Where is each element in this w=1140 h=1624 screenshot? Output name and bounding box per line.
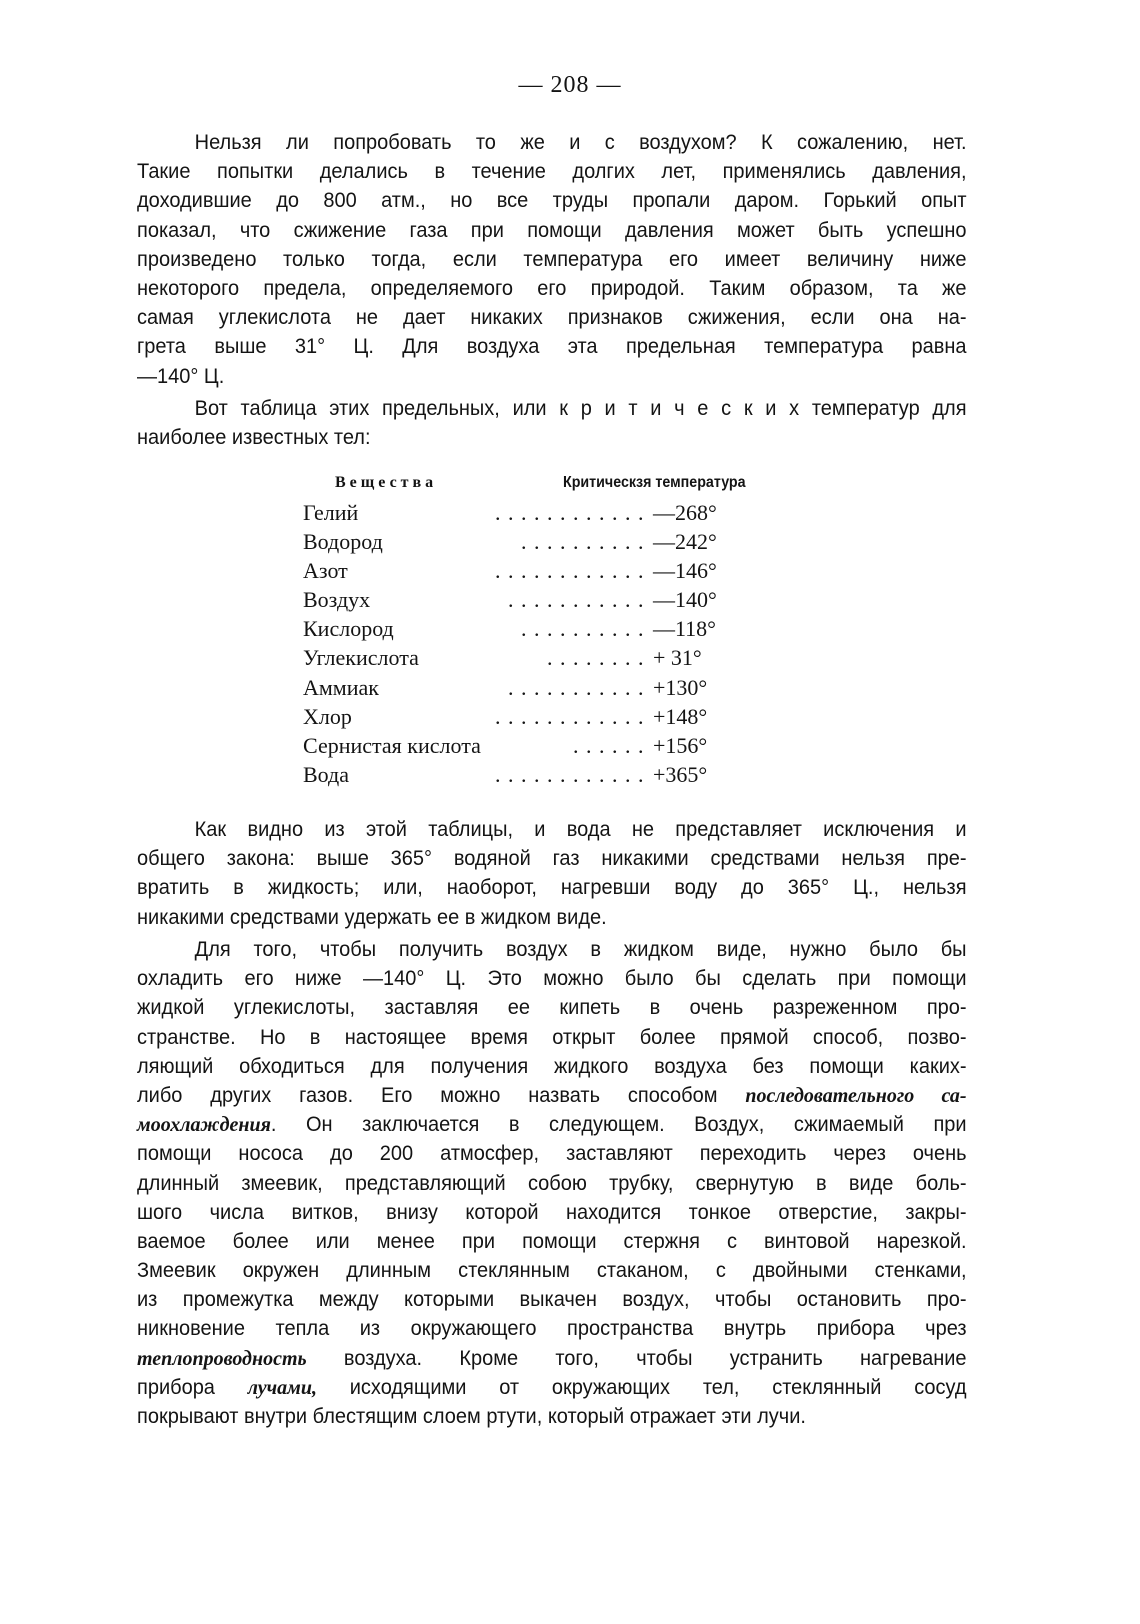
text-line: из промежутка между которыми выкачен воздух, чтобы остановить про-	[137, 1287, 967, 1312]
text-line	[137, 1110, 967, 1139]
text-line: никакими средствами удержать ее в жидком виде.	[137, 904, 607, 929]
critical-temperature: —242°	[653, 529, 717, 555]
paragraph-table-intro	[137, 394, 967, 452]
text-line: грета выше 31° Ц. Для воздуха эта предельная температура равна	[137, 334, 967, 359]
text-line	[137, 1373, 967, 1402]
leader-dots: ...........	[508, 587, 651, 613]
text-line: ваемое более или менее при помощи стержня с винтовой нарезкой.	[137, 1228, 967, 1253]
critical-temperature: +156°	[653, 732, 708, 758]
text-line: ляющий обходиться для получения жидкого воздуха без помощи каких-	[137, 1053, 967, 1078]
text-run: прибора	[137, 1374, 248, 1399]
text-line: Как видно из этой таблицы, и вода не представляет исключения и	[194, 817, 967, 841]
paragraph-water-exception	[137, 815, 967, 932]
critical-temperature: —268°	[653, 500, 717, 525]
table-row	[303, 731, 803, 760]
table-row	[303, 702, 803, 731]
text-line: Змеевик окружен длинным стеклянным стаканом, с двойными стенками,	[137, 1258, 967, 1283]
substance-name: Аммиак	[303, 674, 379, 700]
substance-name: Водород	[303, 529, 383, 555]
leader-dots: ............	[495, 558, 651, 584]
text-line: общего закона: выше 365° водяной газ никакими средствами нельзя пре-	[137, 846, 967, 871]
text-line: наиболее известных тел:	[137, 425, 371, 450]
critical-temperature: —140°	[653, 587, 717, 613]
italic-term: лучами,	[247, 1374, 317, 1399]
table-row	[303, 527, 803, 556]
text-line: Для того, чтобы получить воздух в жидком виде, нужно было бы	[194, 937, 967, 961]
leader-dots: ............	[495, 703, 651, 729]
critical-temperature: + 31°	[653, 645, 702, 671]
text-line: никновение тепла из окружающего пространства внутрь прибора чрез	[137, 1316, 967, 1341]
text-line: показал, что сжижение газа при помощи давления может быть успешно	[137, 217, 967, 242]
text-line: доходившие до 800 атм., но все труды пропали даром. Горький опыт	[137, 188, 967, 213]
text-line: шого числа витков, внизу которой находится тонкое отверстие, закры-	[137, 1199, 967, 1224]
leader-dots: ............	[495, 761, 651, 787]
critical-temperature: —146°	[653, 558, 717, 584]
critical-temperature-table	[303, 468, 803, 789]
substance-name: Вода	[303, 761, 349, 787]
text-line: покрывают внутри блестящим слоем ртути, который отражает эти лучи.	[137, 1404, 806, 1428]
column-header-substance: Вещества	[335, 474, 438, 491]
substance-name: Гелий	[303, 500, 359, 525]
table-header	[303, 468, 803, 498]
italic-term: моохлаждения	[137, 1112, 271, 1137]
text-line: помощи нососа до 200 атмосфер, заставляют переходить через очень	[137, 1141, 967, 1166]
substance-name: Хлор	[303, 703, 352, 729]
italic-term: теплопроводность	[137, 1345, 307, 1370]
table-row	[303, 556, 803, 585]
critical-temperature: +130°	[653, 674, 708, 700]
text-line: охладить его ниже —140° Ц. Это можно было бы сделать при помощи	[137, 966, 967, 991]
leader-dots: ..........	[521, 616, 651, 642]
critical-temperature: —118°	[653, 616, 716, 642]
substance-name: Сернистая кислота	[303, 732, 481, 758]
text-run: исходящими от окружающих тел, стеклянный сосуд	[316, 1374, 967, 1399]
critical-temperature: +365°	[653, 761, 708, 787]
leader-dots: ......	[573, 732, 651, 758]
text-line: Такие попытки делались в течение долгих лет, применялись давления,	[137, 159, 967, 184]
page-number: — 208 —	[518, 72, 622, 98]
text-line: —140° Ц.	[137, 363, 225, 388]
text-line	[137, 1344, 967, 1373]
text-line: произведено только тогда, если температура его имеет величину ниже	[137, 246, 967, 271]
text-line: Нельзя ли попробовать то же и с воздухом? К сожалению, нет.	[194, 130, 967, 154]
text-line: вратить в жидкость; или, наоборот, нагревши воду до 365° Ц., нельзя	[137, 875, 967, 900]
text-line: самая углекислота не дает никаких признаков сжижения, если она на-	[137, 305, 967, 330]
table-row	[303, 673, 803, 702]
critical-temperature: +148°	[653, 703, 708, 729]
table-row	[303, 498, 803, 527]
substance-name: Кислород	[303, 616, 394, 642]
leader-dots: ...........	[508, 674, 651, 700]
paragraph-liquid-air-method	[137, 935, 967, 1431]
substance-name: Углекислота	[303, 645, 419, 671]
text-line: жидкой углекислоты, заставляя ее кипеть в очень разреженном про-	[137, 995, 967, 1020]
text-run: либо других газов. Его можно назвать способом	[137, 1082, 746, 1107]
leader-dots: ............	[495, 500, 651, 525]
substance-name: Воздух	[303, 587, 371, 613]
column-header-temperature: Критическзя температура	[563, 474, 746, 491]
italic-term: последовательного са-	[745, 1082, 967, 1107]
paragraph-air-compression	[137, 128, 967, 391]
leader-dots: ..........	[521, 529, 651, 555]
text-line	[137, 1081, 967, 1110]
table-row	[303, 643, 803, 672]
table-row	[303, 585, 803, 614]
text-line: Вот таблица этих предельных, или к р и т и ч е с к и х температур для	[194, 396, 967, 420]
text-line: длинный змеевик, представляющий собою трубку, свернутую в виде боль-	[137, 1170, 967, 1195]
text-line: странстве. Но в настоящее время открыт более прямой способ, позво-	[137, 1024, 967, 1049]
substance-name: Азот	[303, 558, 348, 584]
table-row	[303, 760, 803, 789]
leader-dots: ........	[547, 645, 651, 671]
text-run: . Он заключается в следующем. Воздух, сжимаемый при	[270, 1112, 967, 1137]
text-line: некоторого предела, определяемого его природой. Таким образом, та же	[137, 275, 967, 300]
table-row	[303, 614, 803, 643]
text-run: воздуха. Кроме того, чтобы устранить нагревание	[306, 1345, 967, 1370]
